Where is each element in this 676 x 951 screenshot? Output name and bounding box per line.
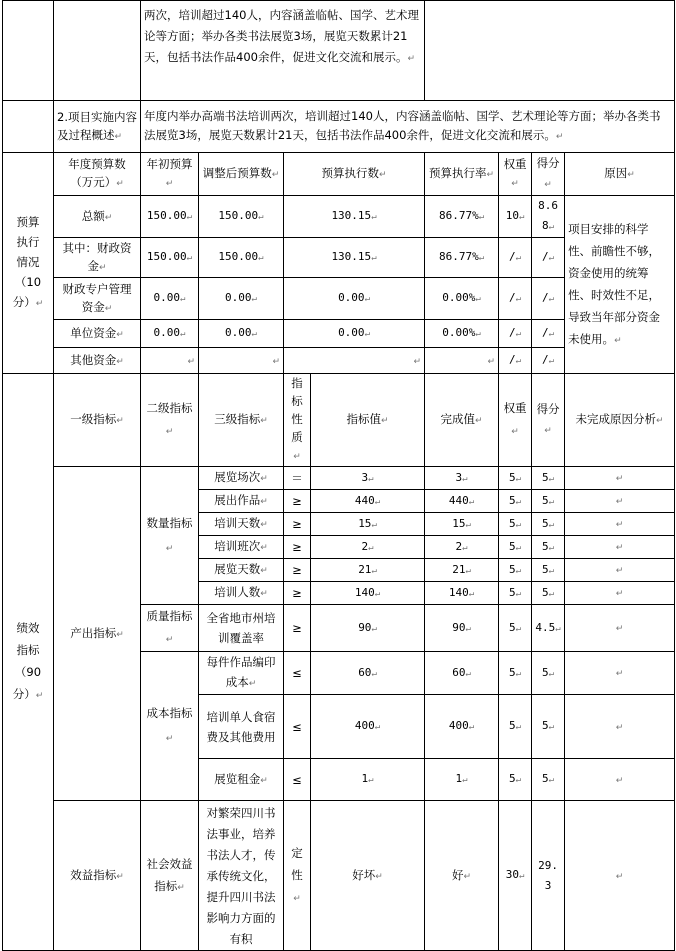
indicator-row: 展出作品↵ ≥ 440↵ 440↵ 5↵ 5↵ ↵ bbox=[3, 490, 675, 513]
perf-header-score: 得分 bbox=[536, 402, 560, 416]
budget-row: 单位资金↵ 0.00↵ 0.00↵ 0.00↵ 0.00%↵ /↵ /↵ bbox=[3, 320, 675, 348]
header-weight: 权重 bbox=[503, 157, 527, 171]
budget-reason: 项目安排的科学性、前瞻性不够，资金使用的统筹性、时效性不足，导致当年部分资金未使用。↵ bbox=[565, 196, 675, 374]
indicator-row: 展览天数↵ ≥ 21↵ 21↵ 5↵ 5↵ ↵ bbox=[3, 559, 675, 582]
cost-indicator-label: 成本指标↵ bbox=[141, 652, 199, 801]
perf-header-done: 完成值 bbox=[440, 412, 476, 426]
header-adjusted-budget: 调整后预算数 bbox=[202, 166, 272, 180]
budget-row: 其他资金↵ ↵ ↵ ↵ ↵ /↵ /↵ bbox=[3, 348, 675, 374]
header-initial-budget: 年初预算 bbox=[146, 157, 193, 171]
indicator-row: 产出指标↵ 数量指标↵ 展览场次↵ ＝ 3↵ 3↵ 5↵ 5↵ ↵ bbox=[3, 467, 675, 490]
quality-indicator-label: 质量指标↵ bbox=[141, 605, 199, 652]
indicator-row: 展览租金↵ ≤ 1↵ 1↵ 5↵ 5↵ ↵ bbox=[3, 759, 675, 801]
indicator-row: 质量指标↵ 全省地市州培训覆盖率 ≥ 90↵ 90↵ 5↵ 4.5↵ ↵ bbox=[3, 605, 675, 652]
blank-cell bbox=[54, 1, 141, 101]
indicator-row: 效益指标↵ 社会效益指标↵ 对繁荣四川书法事业，培养书法人才，传承传统文化，提升四川书法影响力方面的有积 定性↵ 好坏↵ 好↵ 30↵ 29.3 ↵ bbox=[3, 801, 675, 951]
social-benefit-label: 社会效益指标↵ bbox=[141, 801, 199, 951]
budget-section-label: 预算执行情况（10分）↵ bbox=[3, 153, 54, 374]
process-label: 2.项目实施内容及过程概述 bbox=[57, 109, 137, 142]
header-executed: 预算执行数 bbox=[321, 166, 379, 180]
perf-header-level3: 三级指标 bbox=[214, 412, 261, 426]
blank-cell bbox=[425, 1, 675, 101]
perf-header-nature: 指标性质 bbox=[291, 376, 303, 444]
quantity-indicator-label: 数量指标↵ bbox=[141, 467, 199, 605]
indicator-row: 培训人数↵ ≥ 140↵ 140↵ 5↵ 5↵ ↵ bbox=[3, 582, 675, 605]
budget-row: 财政专户管理资金↵ 0.00↵ 0.00↵ 0.00↵ 0.00%↵ /↵ /↵ bbox=[3, 278, 675, 320]
perf-header-analysis: 未完成原因分析 bbox=[575, 412, 657, 426]
header-reason: 原因 bbox=[604, 166, 628, 180]
blank-cell bbox=[3, 1, 54, 101]
header-score: 得分 bbox=[536, 156, 560, 170]
performance-report-table: 两次，培训超过140人，内容涵盖临帖、国学、艺术理论等方面；举办各类书法展览3场，展览天数累计21天，包括书法作品400余件，促进文化交流和展示。↵ 2.项目实施内容及过程概述↵ 年度内举办高端书法培训两次，培训超过140人，内容涵盖临帖、国学、艺术理论等方面；举办各类书法展览3场，展览天数累计21天，包括书法作品400余件，促进文化交流和展示。↵ 预算执行情况（10分）↵ 年度预算数（万元）↵ 年初预算↵ 调整后预算数↵ 预算执行数↵ 预算执行率↵ 权重↵ 得分↵ 原因↵ 总额↵ 150.00↵ 150.00↵ 130.15↵ 86.77%↵ 10↵ 8.68↵ 项目安排的科学性、前瞻性不够，资金使用的统筹性、时效性不足，导致当年部分资金未使用。↵ 其中：财政资金↵ 150.00↵ 150.00↵ 130.15↵ 86.77%↵ /↵ /↵ 财政专户管理资金↵ 0.00↵ 0.00↵ 0.00↵ 0.00%↵ /↵ /↵ 单位资金↵ 0.00↵ 0.00↵ 0.00↵ 0.00%↵ /↵ /↵ 其他资金↵ ↵ ↵ ↵ ↵ /↵ /↵ 绩效指标（90分）↵ 一级指标↵ 二级指标↵ 三级指标↵ 指标性质↵ 指标值↵ 完成值↵ 权重↵ 得分↵ 未完成原因分析↵ 产出指标↵ 数量指标↵ 展览场次↵ ＝ 3↵ 3↵ 5↵ 5↵ ↵ 展出作品↵ ≥ 440↵ 440↵ 5↵ 5↵ ↵ 培训天数↵ ≥ 15↵ 15↵ 5↵ 5↵ ↵ 培训班次↵ ≥ 2↵ 2↵ 5↵ 5↵ ↵ 展览天数↵ ≥ 21↵ 21↵ 5↵ 5↵ ↵ 培训人数↵ ≥ 140↵ 140↵ 5↵ 5↵ ↵ 质量指标↵ 全省地市州培训覆盖率 ≥ 90↵ 90↵ 5↵ 4.5↵ ↵ 成本指标↵ 每件作品编印成本↵ ≤ 60↵ 60↵ 5↵ 5↵ ↵ 培训单人食宿费及其他费用 ≤ 400↵ 400↵ 5↵ 5↵ ↵ 展览租金↵ ≤ 1↵ 1↵ 5↵ 5↵ ↵ 效益指标↵ 社会效益指标↵ 对繁荣四川书法事业，培养书法人才，传承传统文化，提升四川书法影响力方面的有积 定性↵ 好坏↵ 好↵ 30↵ 29.3 ↵ bbox=[2, 0, 675, 951]
header-annual-budget: 年度预算数（万元） bbox=[68, 157, 126, 189]
process-text: 年度内举办高端书法培训两次，培训超过140人，内容涵盖临帖、国学、艺术理论等方面；举办各类书法展览3场，展览天数累计21天，包括书法作品400余件，促进文化交流和展示。 bbox=[144, 108, 661, 142]
carry-over-text: 两次，培训超过140人，内容涵盖临帖、国学、艺术理论等方面；举办各类书法展览3场，展览天数累计21天，包括书法作品400余件，促进文化交流和展示。 bbox=[144, 8, 419, 64]
perf-header-level2: 二级指标 bbox=[146, 401, 193, 415]
benefit-indicator-label: 效益指标↵ bbox=[54, 801, 141, 951]
perf-header-target: 指标值 bbox=[346, 412, 381, 426]
budget-row: 其中：财政资金↵ 150.00↵ 150.00↵ 130.15↵ 86.77%↵ /↵ /↵ bbox=[3, 238, 675, 278]
indicator-row: 培训班次↵ ≥ 2↵ 2↵ 5↵ 5↵ ↵ bbox=[3, 536, 675, 559]
performance-section-label: 绩效指标（90分）↵ bbox=[3, 374, 54, 951]
indicator-row: 培训单人食宿费及其他费用 ≤ 400↵ 400↵ 5↵ 5↵ ↵ bbox=[3, 695, 675, 759]
output-indicator-label: 产出指标↵ bbox=[54, 467, 141, 801]
blank-cell bbox=[3, 101, 54, 153]
indicator-row: 成本指标↵ 每件作品编印成本↵ ≤ 60↵ 60↵ 5↵ 5↵ ↵ bbox=[3, 652, 675, 695]
perf-header-level1: 一级指标 bbox=[70, 412, 117, 426]
budget-row: 总额↵ 150.00↵ 150.00↵ 130.15↵ 86.77%↵ 10↵ 8.68↵ 项目安排的科学性、前瞻性不够，资金使用的统筹性、时效性不足，导致当年部分资金未使用。↵ bbox=[3, 196, 675, 238]
header-rate: 预算执行率 bbox=[429, 166, 487, 180]
indicator-row: 培训天数↵ ≥ 15↵ 15↵ 5↵ 5↵ ↵ bbox=[3, 513, 675, 536]
perf-header-weight: 权重 bbox=[503, 401, 527, 415]
